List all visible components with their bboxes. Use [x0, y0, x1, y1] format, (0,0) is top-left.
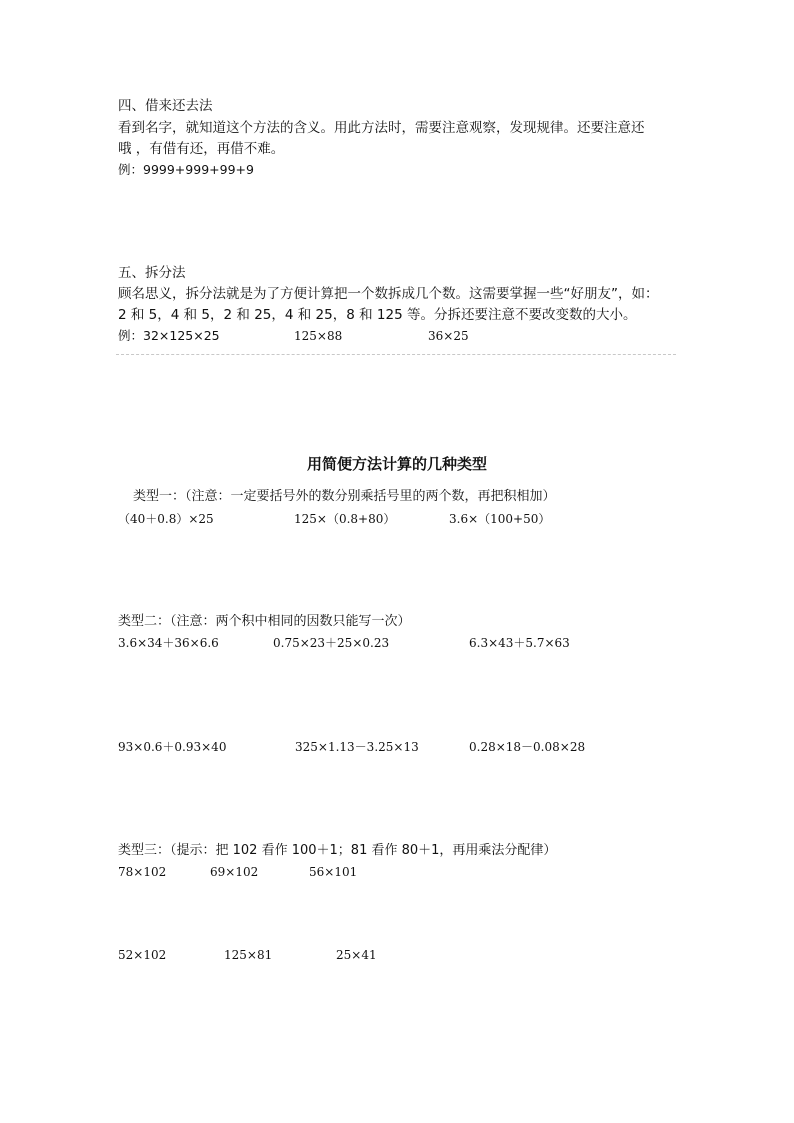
section-divider — [116, 354, 676, 355]
section5-heading: 五、拆分法 — [118, 265, 186, 281]
section4-example: 例：9999+999+99+9 — [118, 162, 254, 177]
section5-example-3: 36×25 — [428, 329, 469, 343]
type3-problem-5: 125×81 — [224, 948, 273, 962]
type1-note: 类型一：（注意：一定要括号外的数分别乘括号里的两个数，再把积相加） — [133, 489, 556, 504]
type3-problem-1: 78×102 — [118, 865, 167, 879]
section4-text-line1: 看到名字，就知道这个方法的含义。用此方法时，需要注意观察，发现规律。还要注意还 — [118, 120, 645, 136]
type3-problem-3: 56×101 — [309, 865, 358, 879]
type3-problem-2: 69×102 — [210, 865, 259, 879]
type2-problem-1: 3.6×34＋36×6.6 — [118, 636, 219, 650]
type2-problem-4: 93×0.6＋0.93×40 — [118, 740, 227, 754]
type1-problem-2: 125×（0.8+80） — [294, 512, 396, 526]
type2-note: 类型二：（注意：两个积中相同的因数只能写一次） — [118, 614, 411, 629]
type1-problem-1: （40＋0.8）×25 — [118, 512, 214, 526]
section5-text-line2: 2 和 5，4 和 5，2 和 25，4 和 25，8 和 125 等。分拆还要注意不要改变数的大小。 — [118, 307, 637, 323]
page-title: 用简便方法计算的几种类型 — [306, 455, 487, 473]
section4-heading: 四、借来还去法 — [118, 98, 213, 114]
type3-problem-6: 25×41 — [336, 948, 377, 962]
type1-problem-3: 3.6×（100+50） — [449, 512, 551, 526]
type2-problem-3: 6.3×43＋5.7×63 — [469, 636, 570, 650]
section5-text-line1: 顾名思义，拆分法就是为了方便计算把一个数拆成几个数。这需要掌握一些“好朋友”，如： — [118, 286, 659, 302]
section4-text-line2: 哦 ，有借有还，再借不难。 — [118, 141, 285, 157]
type3-note: 类型三：（提示：把 102 看作 100＋1；81 看作 80＋1，再用乘法分配律） — [118, 843, 557, 858]
type2-problem-6: 0.28×18－0.08×28 — [469, 740, 586, 754]
type2-problem-2: 0.75×23＋25×0.23 — [273, 636, 390, 650]
type2-problem-5: 325×1.13－3.25×13 — [295, 740, 419, 754]
type3-problem-4: 52×102 — [118, 948, 167, 962]
section5-example-1: 例：32×125×25 — [118, 328, 220, 343]
section5-example-2: 125×88 — [294, 329, 343, 343]
